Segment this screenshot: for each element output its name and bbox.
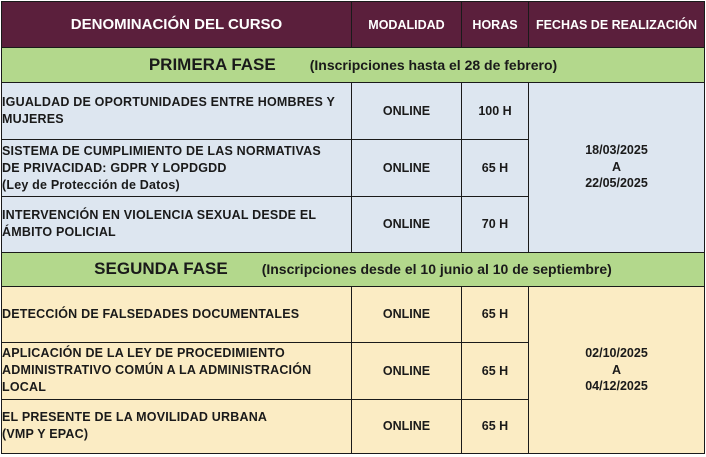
phase-subtitle: (Inscripciones desde el 10 junio al 10 de septiembre) [261, 261, 612, 278]
course-modality: ONLINE [352, 82, 462, 139]
phase-title: SEGUNDA FASE [94, 259, 228, 279]
phase-subtitle: (Inscripciones hasta el 28 de febrero) [309, 56, 558, 73]
course-name: INTERVENCIÓN EN VIOLENCIA SEXUAL DESDE EL ÁMBITO POLICIAL [2, 197, 352, 252]
date-to: 22/05/2025 [585, 176, 648, 191]
course-name: SISTEMA DE CUMPLIMIENTO DE LAS NORMATIVAS DE PRIVACIDAD: GDPR Y LOPDGDD (Ley de Protección de Datos) [2, 140, 352, 197]
header-course: DENOMINACIÓN DEL CURSO [2, 2, 352, 48]
course-name: APLICACIÓN DE LA LEY DE PROCEDIMIENTO ADMINISTRATIVO COMÚN A LA ADMINISTRACIÓN LOCAL [2, 342, 352, 399]
course-modality: ONLINE [352, 287, 462, 342]
course-hours: 65 H [462, 399, 529, 453]
course-hours: 100 H [462, 82, 529, 139]
course-modality: ONLINE [352, 399, 462, 453]
date-separator: A [611, 362, 622, 377]
course-hours: 65 H [462, 287, 529, 342]
course-hours: 70 H [462, 197, 529, 252]
header-hours: HORAS [462, 2, 529, 48]
header-modality: MODALIDAD [352, 2, 462, 48]
course-dates [529, 82, 705, 252]
course-hours: 65 H [462, 140, 529, 197]
header-row [2, 2, 705, 48]
phase-banner [2, 48, 705, 83]
course-hours: 65 H [462, 342, 529, 399]
course-modality: ONLINE [352, 140, 462, 197]
course-name: IGUALDAD DE OPORTUNIDADES ENTRE HOMBRES Y MUJERES [2, 82, 352, 139]
date-from: 18/03/2025 [585, 143, 648, 158]
date-separator: A [611, 159, 622, 174]
phase-row [2, 48, 705, 83]
phase-banner [2, 252, 705, 287]
course-modality: ONLINE [352, 342, 462, 399]
table-row [2, 287, 705, 342]
phase-row [2, 252, 705, 287]
course-dates [529, 287, 705, 454]
course-modality: ONLINE [352, 197, 462, 252]
course-name: EL PRESENTE DE LA MOVILIDAD URBANA (VMP Y EPAC) [2, 399, 352, 453]
header-dates: FECHAS DE REALIZACIÓN [529, 2, 705, 48]
phase-title: PRIMERA FASE [148, 54, 276, 74]
course-name: DETECCIÓN DE FALSEDADES DOCUMENTALES [2, 287, 352, 342]
courses-table [1, 1, 705, 454]
date-from: 02/10/2025 [585, 346, 648, 361]
table-row [2, 82, 705, 139]
date-to: 04/12/2025 [585, 379, 648, 394]
